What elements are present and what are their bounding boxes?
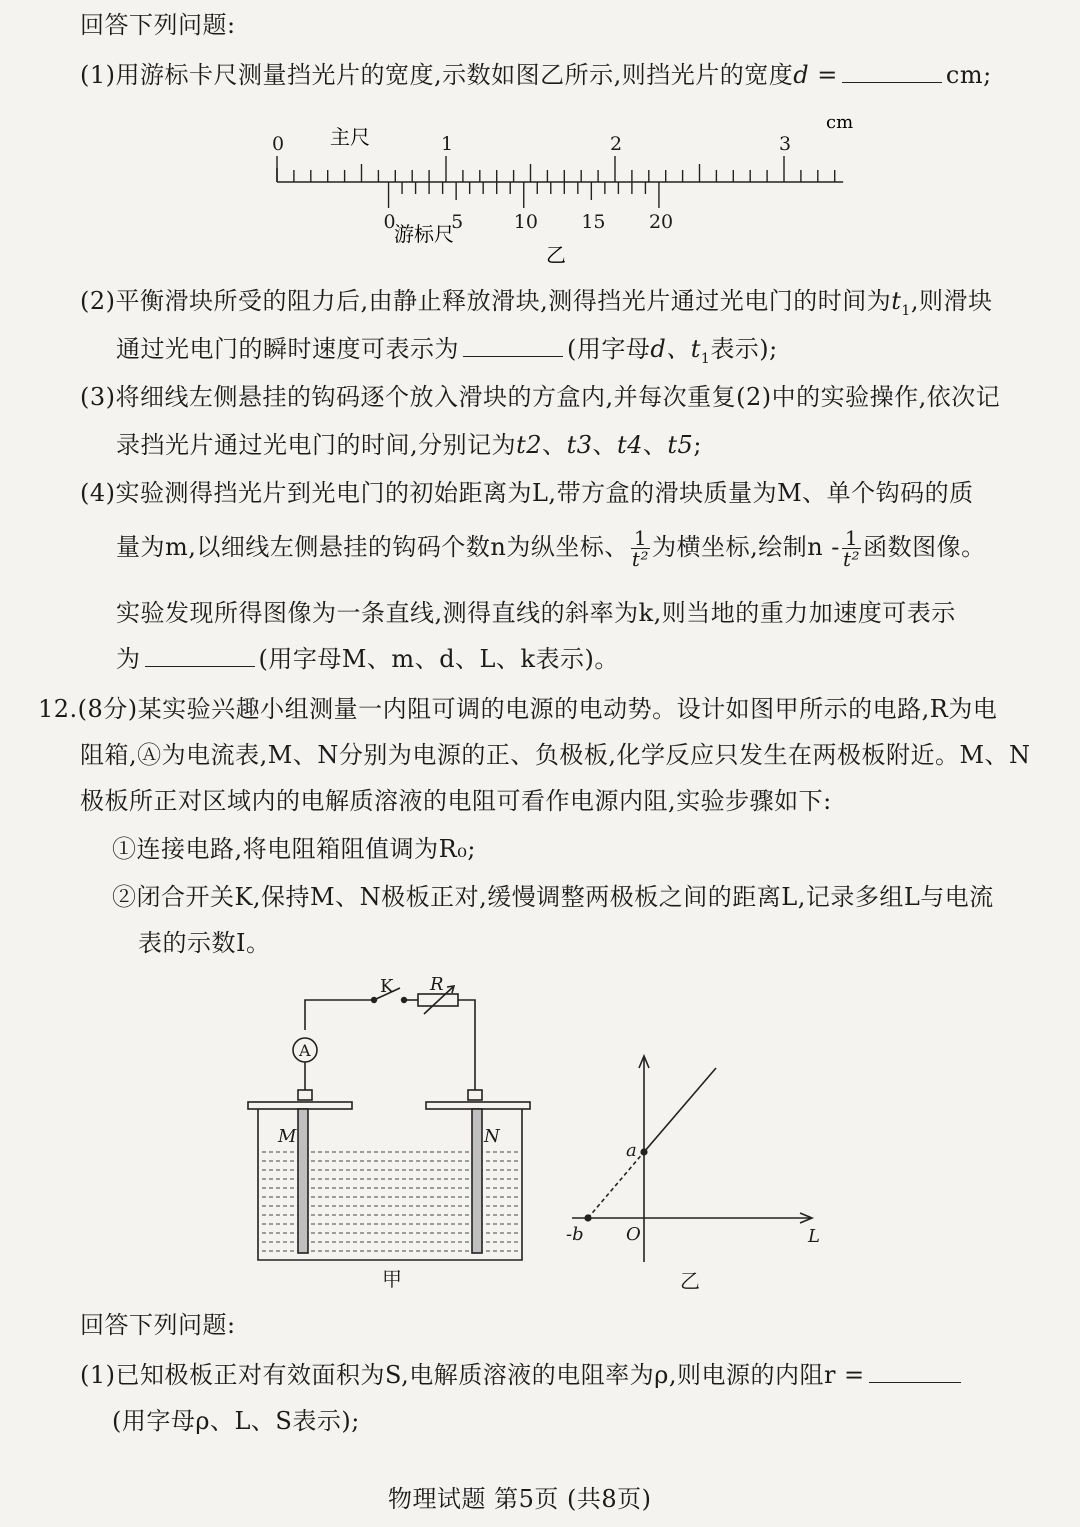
p12-line3: 极板所正对区域内的电解质溶液的电阻可看作电源内阻,实验步骤如下:	[80, 787, 832, 815]
q1-number: (1)	[80, 61, 116, 89]
main-scale-tick-label: 0	[272, 133, 285, 155]
terminal-left	[298, 1090, 312, 1100]
wire-right	[458, 1000, 475, 1090]
q4-text2a: 量为m,以细线左侧悬挂的钩码个数n为纵坐标、	[116, 533, 629, 561]
vernier-scale-tick-label: 0	[383, 211, 396, 233]
q4-line3: 实验发现所得图像为一条直线,测得直线的斜率为k,则当地的重力加速度可表示	[116, 599, 956, 627]
q2-text2-end: (用字母	[567, 335, 651, 363]
q4-fraction-2: $\frac{1}{\text{t²}}$	[842, 526, 861, 571]
q4-line1	[80, 478, 974, 508]
q2-line1	[80, 286, 992, 326]
q4-line2	[116, 524, 986, 570]
vernier-scale-tick-label: 20	[648, 211, 674, 233]
main-scale-tick-label: 2	[610, 133, 623, 155]
x-axis-label: L	[808, 1226, 820, 1247]
q2-letters-sub: 1	[700, 350, 711, 367]
q3-text1: 将细线左侧悬挂的钩码逐个放入滑块的方盒内,并每次重复(2)中的实验操作,依次记	[115, 383, 1001, 411]
vernier-scale-tick-label: 15	[581, 211, 606, 233]
circuit-figure	[240, 972, 540, 1292]
p12-number: 12.	[38, 695, 78, 723]
p12-line2: 阻箱,Ⓐ为电流表,M、N分别为电源的正、负极板,化学反应只发生在两极板附近。M、N	[80, 741, 1031, 769]
linear-graph-figure	[560, 1052, 840, 1302]
switch-label: K	[380, 976, 394, 997]
answer-heading: 回答下列问题:	[80, 11, 236, 39]
q2-close: 表示);	[710, 335, 778, 363]
q3-t3: t3	[566, 431, 593, 459]
main-scale-label: 主尺	[330, 125, 370, 149]
q2-line2	[116, 334, 778, 374]
p12-q1-answer-blank[interactable]	[869, 1360, 961, 1383]
q2-text1: 平衡滑块所受的阻力后,由静止释放滑块,测得挡光片通过光电门的时间为	[115, 287, 892, 315]
switch-contact-right	[402, 998, 407, 1003]
plate-m	[298, 1109, 308, 1253]
q4-number: (4)	[80, 479, 116, 507]
x-intercept-label: -b	[566, 1224, 584, 1245]
q2-var-sub: 1	[901, 302, 911, 319]
q2-answer-blank[interactable]	[463, 334, 563, 357]
switch-contact-left	[372, 998, 377, 1003]
x-intercept-point	[585, 1215, 591, 1221]
terminal-right	[468, 1090, 482, 1100]
data-line	[644, 1068, 716, 1152]
q2-letters: d、t	[650, 335, 701, 363]
p12-q1-text: (1)已知极板正对有效面积为S,电解质溶液的电阻率为ρ,则电源的内阻r =	[80, 1361, 865, 1389]
q3-t5: t5	[667, 431, 694, 459]
q4-text4a: 为	[116, 645, 141, 673]
q4-text2c: 函数图像。	[863, 533, 986, 561]
circuit-caption: 甲	[382, 1267, 402, 1291]
main-scale-tick-label: 3	[779, 133, 792, 155]
p12-line1	[38, 694, 997, 724]
vernier-caliper-figure	[260, 108, 860, 268]
plate-n	[472, 1109, 482, 1253]
origin-label: O	[626, 1224, 641, 1245]
q2-number: (2)	[80, 287, 116, 315]
q3-text2: 录挡光片通过光电门的时间,分别记为	[116, 431, 517, 459]
q2-text1-end: ,则滑块	[910, 287, 993, 315]
vernier-scale-label: 游标尺	[394, 222, 454, 246]
q1-text: 用游标卡尺测量挡光片的宽度,示数如图乙所示,则挡光片的宽度	[115, 61, 794, 89]
resistor-label: R	[430, 974, 444, 995]
page-footer: 物理试题 第5页 (共8页)	[388, 1485, 652, 1513]
q3-end: ;	[693, 431, 702, 459]
q1-var: d	[793, 61, 810, 89]
caliper-unit: cm	[826, 112, 854, 133]
vernier-scale-tick-label: 10	[513, 211, 538, 233]
q3-t2: t2	[516, 431, 543, 459]
q1-eq: =	[809, 61, 838, 89]
plate-n-label: N	[484, 1126, 500, 1147]
p12-answer-heading: 回答下列问题:	[80, 1311, 236, 1339]
lid-right	[426, 1102, 530, 1109]
q4-text1: 实验测得挡光片到光电门的初始距离为L,带方盒的滑块质量为M、单个钩码的质	[115, 479, 974, 507]
q4-fraction-1: $\frac{1}{\text{t²}}$	[631, 526, 649, 571]
q4-text2b: 为横坐标,绘制n -	[652, 533, 840, 561]
y-intercept-label: a	[626, 1140, 637, 1161]
q4-answer-blank[interactable]	[145, 644, 255, 667]
q3-number: (3)	[80, 383, 116, 411]
q2-text2: 通过光电门的瞬时速度可表示为	[116, 335, 459, 363]
q2-var: t	[891, 287, 902, 315]
q3-line2: 录挡光片通过光电门的时间,分别记为t2、t3、t4、t5;	[116, 431, 702, 459]
p12-text1: (8分)某实验兴趣小组测量一内阻可调的电源的电动势。设计如图甲所示的电路,R为电	[77, 695, 998, 723]
p12-step1: ①连接电路,将电阻箱阻值调为R₀;	[112, 835, 476, 863]
q4-text4b: (用字母M、m、d、L、k表示)。	[258, 645, 619, 673]
vernier-scale-tick-label: 5	[451, 211, 464, 233]
lid-left	[248, 1102, 352, 1109]
main-scale-tick-label: 1	[441, 133, 454, 155]
p12-q1-line2: (用字母ρ、L、S表示);	[112, 1407, 360, 1435]
q1-unit: cm;	[945, 61, 992, 89]
wire-left	[305, 1000, 372, 1030]
plate-m-label: M	[278, 1126, 297, 1147]
p12-step2b: 表的示数I。	[138, 929, 271, 957]
extrapolation-dashed-line	[588, 1152, 644, 1218]
ammeter-label: A	[299, 1041, 311, 1060]
graph-caption: 乙	[680, 1269, 700, 1293]
y-intercept-point	[641, 1149, 647, 1155]
q1-answer-blank[interactable]	[842, 60, 942, 83]
q1-line	[80, 60, 992, 90]
q3-line1	[80, 382, 1000, 412]
q4-line4	[116, 644, 619, 674]
p12-q1-line1	[80, 1360, 961, 1390]
q3-t4: t4	[616, 431, 643, 459]
caliper-caption: 乙	[546, 243, 566, 267]
p12-step2a: ②闭合开关K,保持M、N极板正对,缓慢调整两极板之间的距离L,记录多组L与电流	[112, 883, 994, 911]
